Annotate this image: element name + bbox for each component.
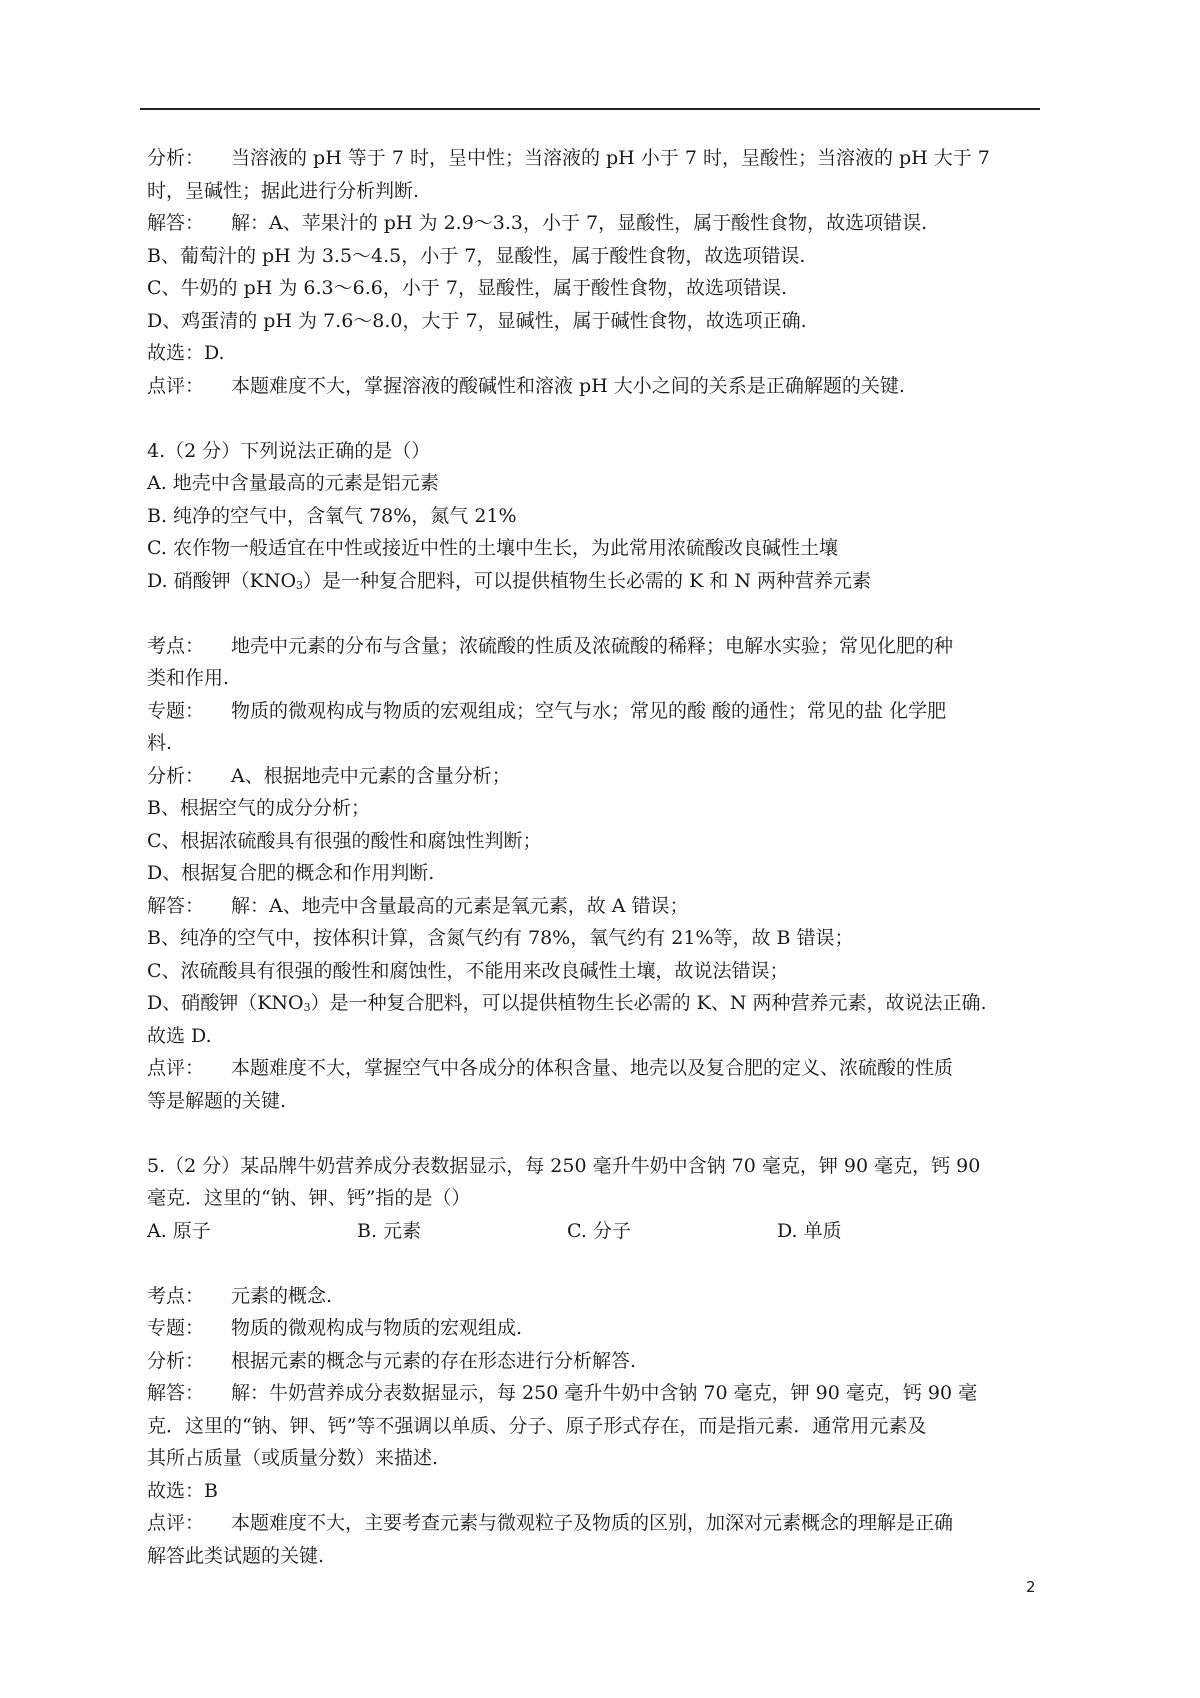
answer-label: 解答： <box>147 212 205 234</box>
subscript: 3 <box>296 578 304 592</box>
zhuanti-label: 专题： <box>147 699 205 722</box>
q4-kaodian-text-1: 地壳中元素的分布与含量；浓硫酸的性质及浓硫酸的稀释；电解水实验；常见化肥的种 <box>231 634 954 657</box>
q5-analysis-line-1 <box>147 1345 1037 1378</box>
analysis-label: 分析： <box>147 1349 205 1372</box>
q4-analysis-line-4: D、根据复合肥的概念和作用判断. <box>147 862 435 884</box>
analysis-label: 分析： <box>147 147 205 169</box>
q5-comment-text-1: 本题难度不大，主要考查元素与微观粒子及物质的区别，加深对元素概念的理解是正确 <box>231 1512 954 1534</box>
q5-option-a: A. 原子 <box>147 1219 211 1242</box>
kaodian-label: 考点： <box>147 1284 205 1307</box>
q5-zhuanti-text-1: 物质的微观构成与物质的宏观组成. <box>231 1317 523 1339</box>
q5-answer-line-3: 其所占质量（或质量分数）来描述. <box>147 1447 439 1469</box>
header-rule <box>140 108 1040 110</box>
q4-analysis-text-1: A、根据地壳中元素的含量分析； <box>231 764 511 787</box>
q3-answer-line-3: C、牛奶的 pH 为 6.3～6.6，小于 7，显酸性，属于酸性食物，故选项错误. <box>147 277 787 299</box>
q5-option-c: C. 分子 <box>567 1219 631 1242</box>
q4-option-a: A. 地壳中含量最高的元素是铝元素 <box>147 472 439 494</box>
q4-answer-line-4 <box>147 987 1037 1020</box>
q5-kaodian-line-1 <box>147 1280 1037 1313</box>
q5-options <box>147 1215 1037 1248</box>
comment-label: 点评： <box>147 374 205 397</box>
q5-choice: 故选：B <box>147 1479 218 1502</box>
q5-kaodian-text-1: 元素的概念. <box>231 1284 333 1307</box>
q3-analysis-line-2: 时，呈碱性；据此进行分析判断. <box>147 179 420 202</box>
q5-answer-line-1 <box>147 1377 1037 1410</box>
q4-kaodian-line-2: 类和作用. <box>147 667 230 689</box>
q5-answer-line-2: 克．这里的“钠、钾、钙”等不强调以单质、分子、原子形式存在，而是指元素．通常用元素及 <box>147 1414 927 1437</box>
q3-answer-line-1 <box>147 207 1037 240</box>
q4-answer-line-3: C、浓硫酸具有很强的酸性和腐蚀性，不能用来改良碱性土壤，故说法错误； <box>147 959 789 982</box>
q3-choice: 故选：D. <box>147 342 225 364</box>
q4-answer-line-4-pre: D、硝酸钾（KNO <box>147 992 304 1014</box>
q4-comment-text-1: 本题难度不大，掌握空气中各成分的体积含量、地壳以及复合肥的定义、浓硫酸的性质 <box>231 1057 954 1079</box>
q4-zhuanti-line-2: 料. <box>147 732 173 754</box>
q4-option-b: B. 纯净的空气中，含氧气 78%，氮气 21% <box>147 504 517 527</box>
q4-analysis-line-2: B、根据空气的成分分析； <box>147 797 370 819</box>
q5-analysis-text-1: 根据元素的概念与元素的存在形态进行分析解答. <box>231 1349 637 1372</box>
q4-analysis-line-1 <box>147 760 1037 793</box>
comment-label: 点评： <box>147 1057 205 1079</box>
q3-answer-line-4: D、鸡蛋清的 pH 为 7.6～8.0，大于 7，显碱性，属于碱性食物，故选项正确. <box>147 309 807 332</box>
q4-option-c: C. 农作物一般适宜在中性或接近中性的土壤中生长，为此常用浓硫酸改良碱性土壤 <box>147 537 838 559</box>
q5-comment-line-2: 解答此类试题的关键. <box>147 1544 325 1567</box>
q5-answer-text-1: 解：牛奶营养成分表数据显示，每 250 毫升牛奶中含钠 70 毫克，钾 90 毫克，钙 90 毫 <box>231 1382 978 1404</box>
q4-comment-line-1 <box>147 1052 1037 1085</box>
q3-answer-line-2: B、葡萄汁的 pH 为 3.5～4.5，小于 7，显酸性，属于酸性食物，故选项错误. <box>147 244 806 267</box>
q3-comment-text-1: 本题难度不大，掌握溶液的酸碱性和溶液 pH 大小之间的关系是正确解题的关键. <box>231 374 905 397</box>
answer-label: 解答： <box>147 1382 205 1404</box>
q4-choice: 故选 D. <box>147 1024 212 1047</box>
q4-option-d-text-pre: D. 硝酸钾（KNO <box>147 569 297 592</box>
document-body <box>147 142 1037 1572</box>
q4-option-d <box>147 565 1037 598</box>
page-number: 2 <box>1026 1578 1036 1596</box>
q3-analysis-line-1 <box>147 142 1037 175</box>
q4-answer-line-1 <box>147 890 1037 923</box>
zhuanti-label: 专题： <box>147 1317 205 1339</box>
q5-stem-line-2: 毫克．这里的“钠、钾、钙”指的是（） <box>147 1187 471 1209</box>
q4-analysis-line-3: C、根据浓硫酸具有很强的酸性和腐蚀性判断； <box>147 829 542 852</box>
q4-answer-line-2: B、纯净的空气中，按体积计算，含氮气约有 78%，氧气约有 21%等，故 B 错误； <box>147 927 854 949</box>
answer-label: 解答： <box>147 894 205 917</box>
q4-answer-line-4-post: ）是一种复合肥料，可以提供植物生长必需的 K、N 两种营养元素，故说法正确. <box>310 992 987 1014</box>
q4-answer-text-1: 解：A、地壳中含量最高的元素是氧元素，故 A 错误； <box>231 894 689 917</box>
subscript: 3 <box>303 1001 311 1014</box>
q5-comment-line-1 <box>147 1507 1037 1540</box>
analysis-label: 分析： <box>147 764 205 787</box>
q5-stem-line-1: 5.（2 分）某品牌牛奶营养成分表数据显示，每 250 毫升牛奶中含钠 70 毫克，钾 90 毫克，钙 90 <box>147 1154 981 1177</box>
q4-comment-line-2: 等是解题的关键. <box>147 1089 287 1112</box>
q4-option-d-text-post: ）是一种复合肥料，可以提供植物生长必需的 K 和 N 两种营养元素 <box>303 569 872 592</box>
kaodian-label: 考点： <box>147 634 205 657</box>
q3-answer-text-1: 解：A、苹果汁的 pH 为 2.9～3.3，小于 7，显酸性，属于酸性食物，故选项错误. <box>231 212 928 234</box>
q5-option-b: B. 元素 <box>357 1219 422 1242</box>
q5-zhuanti-line-1 <box>147 1312 1037 1345</box>
q4-kaodian-line-1 <box>147 630 1037 663</box>
q5-option-d: D. 单质 <box>777 1219 842 1242</box>
q4-stem: 4.（2 分）下列说法正确的是（） <box>147 439 431 462</box>
q3-comment-line-1 <box>147 370 1037 403</box>
q4-zhuanti-line-1 <box>147 695 1037 728</box>
q3-analysis-text-1: 当溶液的 pH 等于 7 时，呈中性；当溶液的 pH 小于 7 时，呈酸性；当溶液的 pH 大于 7 <box>231 147 990 169</box>
comment-label: 点评： <box>147 1512 205 1534</box>
q4-zhuanti-text-1: 物质的微观构成与物质的宏观组成；空气与水；常见的酸 酸的通性；常见的盐 化学肥 <box>231 699 947 722</box>
